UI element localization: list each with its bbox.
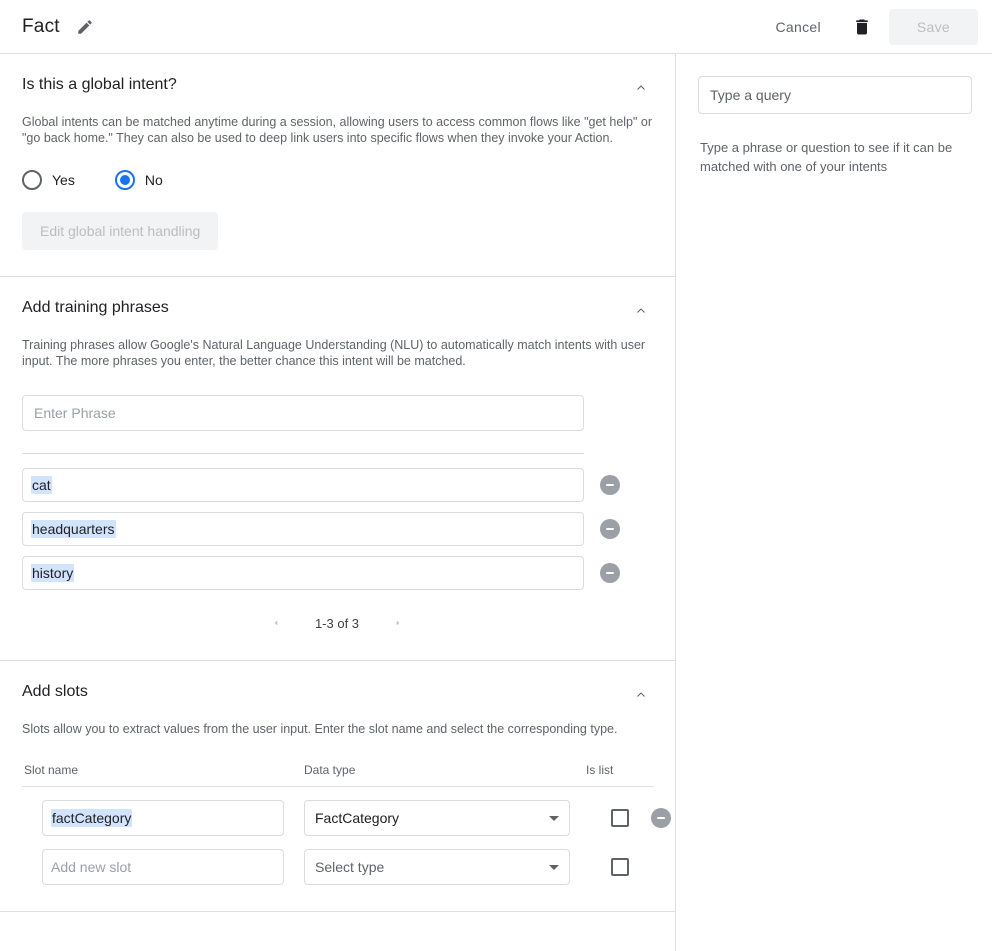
slot-name-placeholder: Add new slot bbox=[51, 859, 132, 875]
pager-label: 1-3 of 3 bbox=[314, 615, 360, 631]
phrase-field[interactable] bbox=[22, 512, 584, 546]
phrase-row bbox=[22, 512, 653, 546]
slots-description: Slots allow you to extract values from the user input. Enter the slot name and select the corresponding type. bbox=[22, 722, 618, 736]
main-column bbox=[0, 54, 676, 951]
radio-yes-label: Yes bbox=[52, 172, 75, 188]
pencil-icon[interactable] bbox=[74, 16, 96, 38]
radio-no-circle bbox=[115, 170, 135, 190]
chevron-up-icon[interactable] bbox=[629, 76, 653, 100]
training-phrases-title: Add training phrases bbox=[22, 299, 169, 316]
radio-yes[interactable] bbox=[22, 170, 75, 190]
global-intent-title: Is this a global intent? bbox=[22, 76, 177, 93]
remove-phrase-button[interactable] bbox=[600, 475, 620, 495]
query-hint-text: Type a phrase or question to see if it can be matched with one of your intents bbox=[700, 140, 953, 174]
phrase-field[interactable] bbox=[22, 556, 584, 590]
enter-phrase-input[interactable] bbox=[22, 395, 584, 431]
phrase-row bbox=[22, 468, 653, 502]
phrase-divider bbox=[22, 453, 584, 454]
remove-slot-button[interactable] bbox=[651, 808, 671, 828]
slot-name-input[interactable] bbox=[42, 800, 284, 836]
save-button[interactable]: Save bbox=[889, 9, 978, 45]
phrase-field[interactable] bbox=[22, 468, 584, 502]
table-row bbox=[22, 800, 676, 836]
phrase-text: cat bbox=[32, 477, 51, 493]
slots-header-row bbox=[22, 683, 653, 707]
phrase-text: history bbox=[32, 565, 74, 581]
column-header-slot-name: Slot name bbox=[24, 763, 79, 777]
training-phrases-description: Training phrases allow Google's Natural Language Understanding (NLU) to automatically match intents with user input. The more phrases you enter, the better chance this intent will be matched. bbox=[22, 338, 646, 368]
radio-no-label: No bbox=[144, 172, 163, 188]
slot-name-value: factCategory bbox=[52, 810, 132, 826]
slot-type-select[interactable] bbox=[304, 849, 570, 885]
remove-phrase-button[interactable] bbox=[600, 563, 620, 583]
slot-name-input[interactable] bbox=[42, 849, 284, 885]
radio-no[interactable] bbox=[115, 170, 163, 190]
slots-title: Add slots bbox=[22, 683, 88, 700]
chevron-right-icon[interactable] bbox=[387, 612, 409, 634]
section-global-intent bbox=[0, 54, 675, 277]
training-phrases-header bbox=[22, 299, 653, 323]
cancel-button[interactable]: Cancel bbox=[759, 10, 836, 44]
is-list-checkbox[interactable] bbox=[611, 858, 629, 876]
phrases-pager bbox=[22, 612, 652, 634]
query-input[interactable] bbox=[698, 76, 972, 114]
edit-global-intent-handling-button[interactable]: Edit global intent handling bbox=[22, 212, 218, 250]
chevron-down-icon bbox=[549, 865, 559, 870]
global-intent-radio-group bbox=[22, 170, 653, 190]
trash-icon[interactable] bbox=[843, 8, 881, 46]
slot-type-value: Select type bbox=[315, 859, 385, 875]
slot-type-select[interactable] bbox=[304, 800, 570, 836]
section-add-slots bbox=[0, 661, 675, 912]
page-body bbox=[0, 54, 992, 951]
slot-type-value: FactCategory bbox=[315, 810, 400, 826]
global-intent-header bbox=[22, 76, 653, 100]
app-header bbox=[0, 0, 992, 54]
enter-phrase-wrap bbox=[22, 395, 653, 431]
radio-yes-circle bbox=[22, 170, 42, 190]
is-list-checkbox[interactable] bbox=[611, 809, 629, 827]
remove-phrase-button[interactable] bbox=[600, 519, 620, 539]
page-title: Fact bbox=[22, 15, 60, 37]
column-header-data-type: Data type bbox=[304, 763, 356, 777]
global-intent-description: Global intents can be matched anytime during a session, allowing users to access common flows like "get help" or "go back home." They can also be used to deep link users into specific flows when they invoke your Action. bbox=[22, 115, 653, 145]
table-row bbox=[22, 849, 676, 885]
phrase-row bbox=[22, 556, 653, 590]
query-test-panel bbox=[676, 54, 992, 951]
slots-table-header bbox=[22, 763, 654, 787]
chevron-up-icon[interactable] bbox=[629, 299, 653, 323]
section-training-phrases bbox=[0, 277, 675, 661]
chevron-down-icon bbox=[549, 816, 559, 821]
chevron-up-icon[interactable] bbox=[629, 683, 653, 707]
chevron-left-icon[interactable] bbox=[265, 612, 287, 634]
column-header-is-list: Is list bbox=[586, 763, 614, 777]
phrase-text: headquarters bbox=[32, 521, 115, 537]
